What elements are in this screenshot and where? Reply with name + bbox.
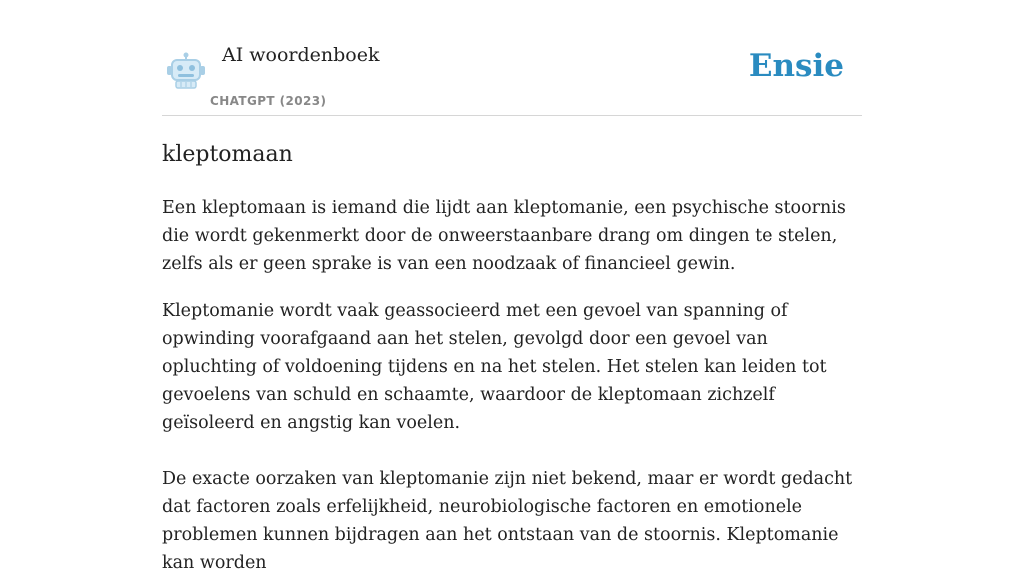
header xyxy=(162,0,862,116)
entry-paragraph: De exacte oorzaken van kleptomanie zijn niet bekend, maar er wordt gedacht dat factoren zoals erfelijkheid, neurobiologische factoren en emotionele problemen kunnen bijdragen aan het ontstaan van de stoornis. Kleptomanie kan worden xyxy=(162,469,853,573)
source-subtitle: CHATGPT (2023) xyxy=(210,94,327,108)
entry-term: kleptomaan xyxy=(162,142,293,167)
entry-paragraph: Een kleptomaan is iemand die lijdt aan kleptomanie, een psychische stoornis die wordt gekenmerkt door de onweerstaanbare drang om dingen te stelen, zelfs als er geen sprake is van een noodzaak of financieel gewin. xyxy=(162,198,846,274)
entry-paragraph: Kleptomanie wordt vaak geassocieerd met een gevoel van spanning of opwinding voorafgaand aan het stelen, gevolgd door een gevoel van opluchting of voldoening tijdens en na het stelen. Het stelen kan leiden tot gevoelens van schuld en schaamte, waardoor de kleptomaan zichzelf geïsoleerd en angstig kan voelen. xyxy=(162,301,827,433)
page xyxy=(162,0,862,577)
source-title[interactable]: AI woordenboek xyxy=(222,44,380,66)
brand-logo[interactable]: Ensie xyxy=(748,48,844,84)
robot-icon xyxy=(166,52,206,90)
